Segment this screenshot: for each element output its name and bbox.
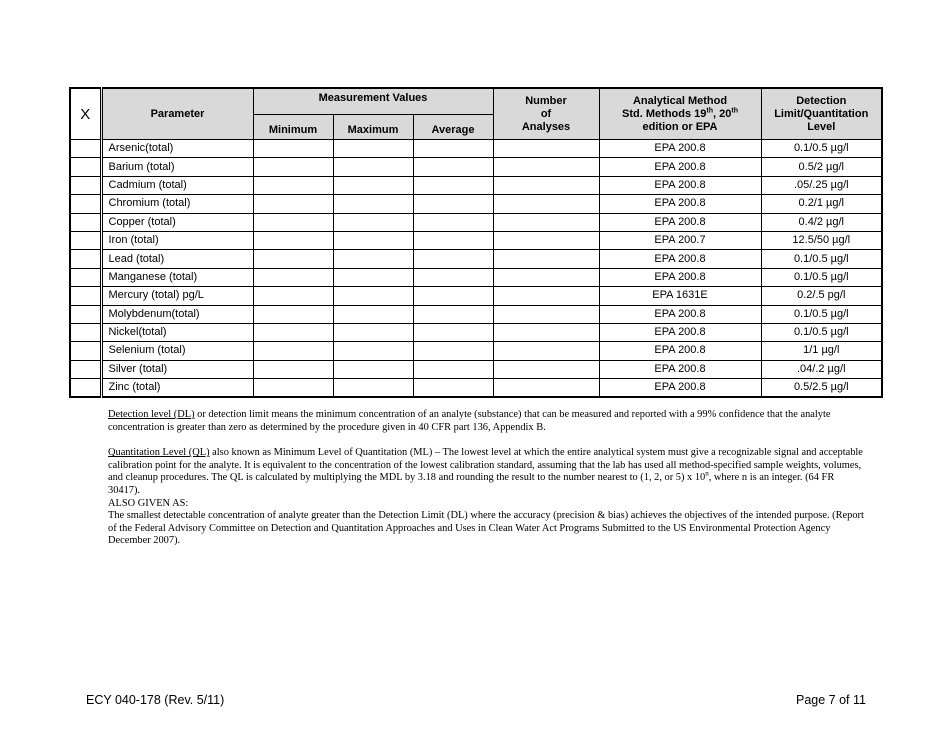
number-of-analyses-cell[interactable] xyxy=(493,323,599,341)
maximum-cell[interactable] xyxy=(333,195,413,213)
detection-limit-cell: 0.2/1 µg/l xyxy=(761,195,882,213)
maximum-cell[interactable] xyxy=(333,342,413,360)
number-of-analyses-cell[interactable] xyxy=(493,360,599,378)
x-checkbox-cell[interactable] xyxy=(70,287,101,305)
average-cell[interactable] xyxy=(413,268,493,286)
table-row xyxy=(70,195,882,213)
detection-level-term: Detection level (DL) xyxy=(108,409,195,420)
detection-limit-cell: .04/.2 µg/l xyxy=(761,360,882,378)
minimum-cell[interactable] xyxy=(253,342,333,360)
header-x: X xyxy=(70,88,101,140)
maximum-cell[interactable] xyxy=(333,250,413,268)
detection-level-definition: Detection level (DL) or detection limit means the minimum concentration of an analyte (substance) that can be measured and reported with a 99% confidence that the analyte concentration is greater than zero as determined by the procedure given in 40 CFR part 136, Appendix B. xyxy=(108,409,831,433)
quantitation-level-definition: Quantitation Level (QL) also known as Minimum Level of Quantitation (ML) – The lowest level at which the entire analytical system must give a recognizable signal and acceptable calibration point for the analyte. It is equivalent to the concentration of the lowest calibration standard, assuming that the lab has used all method-specified sample weights, volumes, and cleanup procedures. The QL is calculated by multiplying the MDL by 3.18 and rounding the result to the number nearest to (1, 2, or 5) x 10$^n$, where n is an integer. (64 FR 30417). xyxy=(108,447,863,496)
analytical-method-cell: EPA 200.8 xyxy=(599,176,761,194)
parameter-cell: Silver (total) xyxy=(101,360,253,378)
detection-limit-cell: 0.4/2 µg/l xyxy=(761,213,882,231)
definitions-notes xyxy=(108,409,868,548)
analytical-method-cell: EPA 200.8 xyxy=(599,305,761,323)
x-checkbox-cell[interactable] xyxy=(70,379,101,398)
table-body xyxy=(70,140,882,398)
detection-limit-cell: 0.1/0.5 µg/l xyxy=(761,250,882,268)
x-checkbox-cell[interactable] xyxy=(70,231,101,249)
table-row xyxy=(70,305,882,323)
detection-limit-cell: 0.1/0.5 µg/l xyxy=(761,305,882,323)
quantitation-level-term: Quantitation Level (QL) xyxy=(108,447,210,459)
maximum-cell[interactable] xyxy=(333,360,413,378)
minimum-cell[interactable] xyxy=(253,379,333,398)
detection-limit-cell: 0.1/0.5 µg/l xyxy=(761,140,882,158)
parameter-cell: Iron (total) xyxy=(101,231,253,249)
detection-limit-cell: 0.1/0.5 µg/l xyxy=(761,323,882,341)
x-checkbox-cell[interactable] xyxy=(70,323,101,341)
number-of-analyses-cell[interactable] xyxy=(493,268,599,286)
header-number-of-analyses: Number of Analyses xyxy=(493,88,599,140)
detection-limit-cell: 0.2/.5 pg/l xyxy=(761,287,882,305)
number-of-analyses-cell[interactable] xyxy=(493,140,599,158)
number-of-analyses-cell[interactable] xyxy=(493,213,599,231)
minimum-cell[interactable] xyxy=(253,195,333,213)
average-cell[interactable] xyxy=(413,342,493,360)
number-of-analyses-cell[interactable] xyxy=(493,342,599,360)
x-checkbox-cell[interactable] xyxy=(70,140,101,158)
detection-limit-cell: 0.1/0.5 µg/l xyxy=(761,268,882,286)
table-row xyxy=(70,287,882,305)
table-header xyxy=(70,88,882,140)
minimum-cell[interactable] xyxy=(253,305,333,323)
table-row xyxy=(70,250,882,268)
average-cell[interactable] xyxy=(413,379,493,398)
parameter-cell: Barium (total) xyxy=(101,158,253,176)
detection-limit-cell: 0.5/2.5 µg/l xyxy=(761,379,882,398)
number-of-analyses-cell[interactable] xyxy=(493,176,599,194)
x-checkbox-cell[interactable] xyxy=(70,305,101,323)
minimum-cell[interactable] xyxy=(253,231,333,249)
average-cell[interactable] xyxy=(413,231,493,249)
x-checkbox-cell[interactable] xyxy=(70,342,101,360)
minimum-cell[interactable] xyxy=(253,360,333,378)
number-of-analyses-cell[interactable] xyxy=(493,250,599,268)
detection-limit-cell: 0.5/2 µg/l xyxy=(761,158,882,176)
number-of-analyses-cell[interactable] xyxy=(493,158,599,176)
x-checkbox-cell[interactable] xyxy=(70,360,101,378)
header-measurement-values: Measurement Values xyxy=(253,88,493,115)
x-checkbox-cell[interactable] xyxy=(70,213,101,231)
analytical-method-cell: EPA 200.8 xyxy=(599,379,761,398)
analytical-method-cell: EPA 1631E xyxy=(599,287,761,305)
table-row xyxy=(70,268,882,286)
minimum-cell[interactable] xyxy=(253,268,333,286)
average-cell[interactable] xyxy=(413,140,493,158)
detection-limit-cell: 1/1 µg/l xyxy=(761,342,882,360)
average-cell[interactable] xyxy=(413,305,493,323)
parameter-cell: Mercury (total) pg/L xyxy=(101,287,253,305)
table-row xyxy=(70,342,882,360)
maximum-cell[interactable] xyxy=(333,379,413,398)
table-row xyxy=(70,213,882,231)
minimum-cell[interactable] xyxy=(253,158,333,176)
table-row xyxy=(70,176,882,194)
x-checkbox-cell[interactable] xyxy=(70,158,101,176)
x-checkbox-cell[interactable] xyxy=(70,195,101,213)
parameter-cell: Arsenic(total) xyxy=(101,140,253,158)
header-parameter: Parameter xyxy=(101,88,253,140)
header-average: Average xyxy=(413,115,493,140)
parameter-cell: Nickel(total) xyxy=(101,323,253,341)
x-checkbox-cell[interactable] xyxy=(70,250,101,268)
minimum-cell[interactable] xyxy=(253,213,333,231)
header-minimum: Minimum xyxy=(253,115,333,140)
average-cell[interactable] xyxy=(413,213,493,231)
number-of-analyses-cell[interactable] xyxy=(493,195,599,213)
table-row xyxy=(70,158,882,176)
average-cell[interactable] xyxy=(413,158,493,176)
maximum-cell[interactable] xyxy=(333,305,413,323)
maximum-cell[interactable] xyxy=(333,140,413,158)
analytical-method-cell: EPA 200.8 xyxy=(599,140,761,158)
table-row xyxy=(70,379,882,398)
table-row xyxy=(70,231,882,249)
number-of-analyses-cell[interactable] xyxy=(493,379,599,398)
average-cell[interactable] xyxy=(413,323,493,341)
average-cell[interactable] xyxy=(413,360,493,378)
number-of-analyses-cell[interactable] xyxy=(493,305,599,323)
maximum-cell[interactable] xyxy=(333,176,413,194)
average-cell[interactable] xyxy=(413,176,493,194)
also-given-definition: The smallest detectable concentration of analyte greater than the Detection Limit (DL) where the accuracy (precision & bias) achieves the objectives of the intended purpose. (Report of the Federal Advisory Committee on Detection and Quantitation Approaches and Uses in Clean Water Act Programs Submitted to the US Environmental Protection Agency December 2007). xyxy=(108,510,864,547)
analytical-method-cell: EPA 200.7 xyxy=(599,231,761,249)
maximum-cell[interactable] xyxy=(333,287,413,305)
analytical-method-cell: EPA 200.8 xyxy=(599,342,761,360)
maximum-cell[interactable] xyxy=(333,231,413,249)
parameter-cell: Selenium (total) xyxy=(101,342,253,360)
parameter-cell: Zinc (total) xyxy=(101,379,253,398)
parameter-cell: Copper (total) xyxy=(101,213,253,231)
maximum-cell[interactable] xyxy=(333,268,413,286)
table-row xyxy=(70,140,882,158)
page-number: Page 7 of 11 xyxy=(796,693,866,707)
x-checkbox-cell[interactable] xyxy=(70,176,101,194)
number-of-analyses-cell[interactable] xyxy=(493,287,599,305)
maximum-cell[interactable] xyxy=(333,213,413,231)
detection-limit-cell: 12.5/50 µg/l xyxy=(761,231,882,249)
x-checkbox-cell[interactable] xyxy=(70,268,101,286)
detection-limit-cell: .05/.25 µg/l xyxy=(761,176,882,194)
header-maximum: Maximum xyxy=(333,115,413,140)
minimum-cell[interactable] xyxy=(253,323,333,341)
analytical-method-cell: EPA 200.8 xyxy=(599,250,761,268)
parameter-cell: Molybdenum(total) xyxy=(101,305,253,323)
parameter-table xyxy=(69,87,883,398)
analytical-method-cell: EPA 200.8 xyxy=(599,323,761,341)
minimum-cell[interactable] xyxy=(253,176,333,194)
analytical-method-cell: EPA 200.8 xyxy=(599,195,761,213)
analytical-method-cell: EPA 200.8 xyxy=(599,213,761,231)
analytical-method-cell: EPA 200.8 xyxy=(599,158,761,176)
header-analytical-method: Analytical Method Std. Methods 19th, 20th edition or EPA xyxy=(599,88,761,140)
table-row xyxy=(70,360,882,378)
average-cell[interactable] xyxy=(413,287,493,305)
average-cell[interactable] xyxy=(413,195,493,213)
table-row xyxy=(70,323,882,341)
parameter-cell: Chromium (total) xyxy=(101,195,253,213)
maximum-cell[interactable] xyxy=(333,158,413,176)
analytical-method-cell: EPA 200.8 xyxy=(599,360,761,378)
average-cell[interactable] xyxy=(413,250,493,268)
minimum-cell[interactable] xyxy=(253,250,333,268)
form-id: ECY 040-178 (Rev. 5/11) xyxy=(86,693,225,707)
minimum-cell[interactable] xyxy=(253,140,333,158)
parameter-cell: Lead (total) xyxy=(101,250,253,268)
maximum-cell[interactable] xyxy=(333,323,413,341)
parameter-cell: Cadmium (total) xyxy=(101,176,253,194)
minimum-cell[interactable] xyxy=(253,287,333,305)
header-detection-limit: Detection Limit/Quantitation Level xyxy=(761,88,882,140)
number-of-analyses-cell[interactable] xyxy=(493,231,599,249)
also-given-heading: ALSO GIVEN AS: xyxy=(108,497,189,509)
analytical-method-cell: EPA 200.8 xyxy=(599,268,761,286)
parameter-cell: Manganese (total) xyxy=(101,268,253,286)
